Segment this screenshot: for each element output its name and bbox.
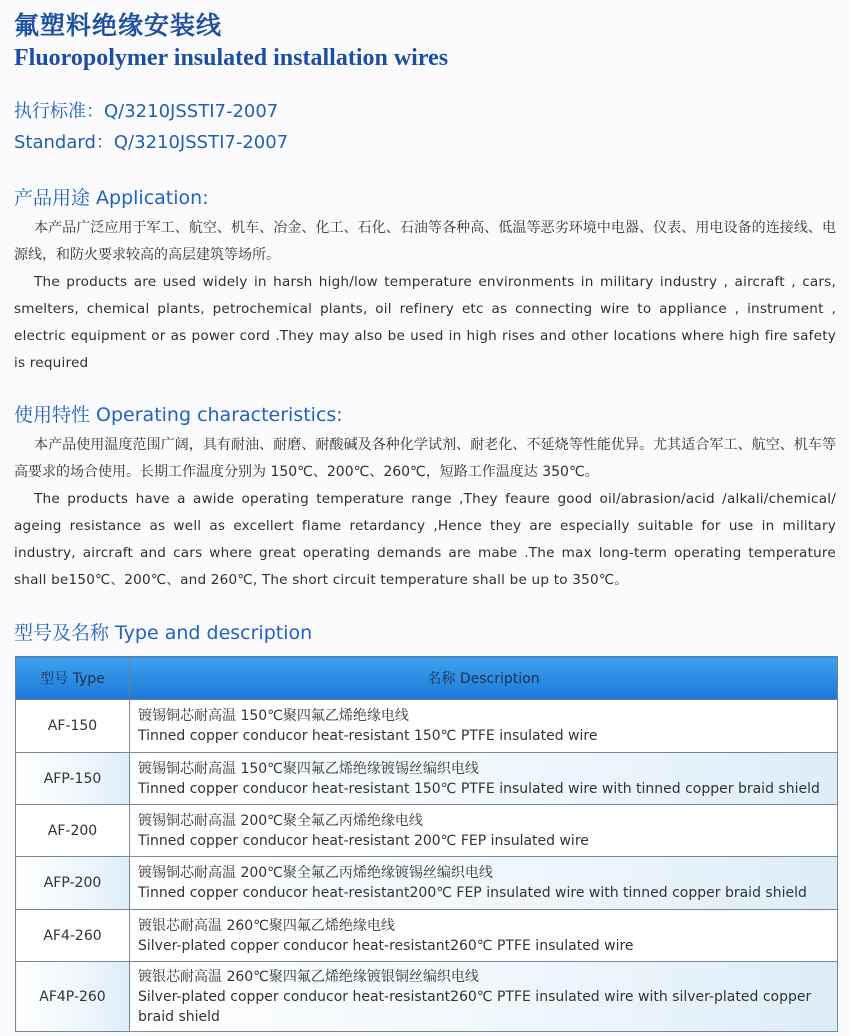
- description-cn: 镀锡铜芯耐高温 200℃聚全氟乙丙烯绝缘电线: [138, 812, 423, 829]
- page-title-en: Fluoropolymer insulated installation wires: [14, 45, 449, 71]
- standard-en: Standard：Q/3210JSSTI7-2007: [14, 132, 289, 153]
- description-cell: [130, 857, 838, 910]
- description-cell: [130, 910, 838, 962]
- operating-text-en: The products have a awide operating temperature range ,They feaure good oil/abrasion/acid /alkali/chemical/ ageing resistance as well as excellert flame retardancy ,Hence they are especially suitable for use in military industry, aircraft and cars where great operating demands are mabe .The max long-term operating temperature shall be150℃、200℃、and 260℃, The short circuit temperature shall be up to 350℃。: [14, 491, 836, 588]
- application-text-en: The products are used widely in harsh high/low temperature environments in military industry , aircraft , cars, smelters, chemical plants, petrochemical plants, oil refinery etc as connecting wire to appliance , instrument , electric equipment or as power cord .They may also be used in high rises and other locations where high fire safety is required: [14, 274, 836, 371]
- model-cell: AF-200: [16, 805, 130, 857]
- description-cell: [130, 753, 838, 805]
- model-cell: AF4P-260: [16, 962, 130, 1032]
- description-en: Silver-plated copper conducor heat-resistant260℃ PTFE insulated wire: [138, 937, 634, 954]
- model-cell: AFP-200: [16, 857, 130, 910]
- model-cell: AF-150: [16, 700, 130, 753]
- description-en: Tinned copper conducor heat-resistant 200℃ FEP insulated wire: [138, 832, 589, 849]
- description-cn: 镀银芯耐高温 260℃聚四氟乙烯绝缘镀银铜丝编织电线: [138, 968, 479, 985]
- column-header-type: 型号 Type: [16, 657, 130, 700]
- operating-text-cn: 本产品使用温度范围广阔，具有耐油、耐磨、耐酸碱及各种化学试剂、耐老化、不延烧等性能优异。尤其适合军工、航空、机车等高要求的场合使用。长期工作温度分别为 150℃、200℃、260℃，短路工作温度达 350℃。: [14, 437, 836, 480]
- description-cn: 镀锡铜芯耐高温 150℃聚四氟乙烯绝缘电线: [138, 708, 409, 724]
- application-text-cn: 本产品广泛应用于军工、航空、机车、冶金、化工、石化、石油等各种高、低温等恶劣环境中电器、仪表、用电设备的连接线、电源线，和防火要求较高的高层建筑等场所。: [14, 220, 836, 263]
- description-cn: 镀银芯耐高温 260℃聚四氟乙烯绝缘电线: [138, 917, 395, 934]
- table-row: [16, 857, 838, 910]
- description-cn: 镀锡铜芯耐高温 200℃聚全氟乙丙烯绝缘镀锡丝编织电线: [138, 865, 493, 881]
- standard-cn: 执行标准：Q/3210JSSTI7-2007: [14, 101, 279, 122]
- application-heading: 产品用途 Application:: [14, 187, 209, 209]
- table-row: [16, 700, 838, 753]
- table-row: [16, 962, 838, 1032]
- page-title-cn: 氟塑料绝缘安装线: [14, 11, 223, 40]
- column-header-description: 名称 Description: [130, 657, 838, 700]
- description-cell: [130, 805, 838, 857]
- table-header-row: [16, 657, 838, 700]
- description-cn: 镀锡铜芯耐高温 150℃聚四氟乙烯绝缘镀锡丝编织电线: [138, 760, 479, 777]
- description-cell: [130, 700, 838, 753]
- description-en: Silver-plated copper conducor heat-resistant260℃ PTFE insulated wire with silver-plated copper braid shield: [138, 988, 812, 1025]
- table-row: [16, 910, 838, 962]
- model-cell: AF4-260: [16, 910, 130, 962]
- type-heading: 型号及名称 Type and description: [14, 622, 313, 644]
- description-en: Tinned copper conducor heat-resistant 150℃ PTFE insulated wire: [138, 728, 598, 744]
- model-cell: AFP-150: [16, 753, 130, 805]
- table-row: [16, 753, 838, 805]
- operating-heading: 使用特性 Operating characteristics:: [14, 404, 343, 426]
- description-cell: [130, 962, 838, 1032]
- type-description-table: [15, 656, 838, 1032]
- description-en: Tinned copper conducor heat-resistant 150℃ PTFE insulated wire with tinned copper braid shield: [138, 780, 820, 797]
- table-row: [16, 805, 838, 857]
- description-en: Tinned copper conducor heat-resistant200℃ FEP insulated wire with tinned copper braid shield: [138, 885, 807, 901]
